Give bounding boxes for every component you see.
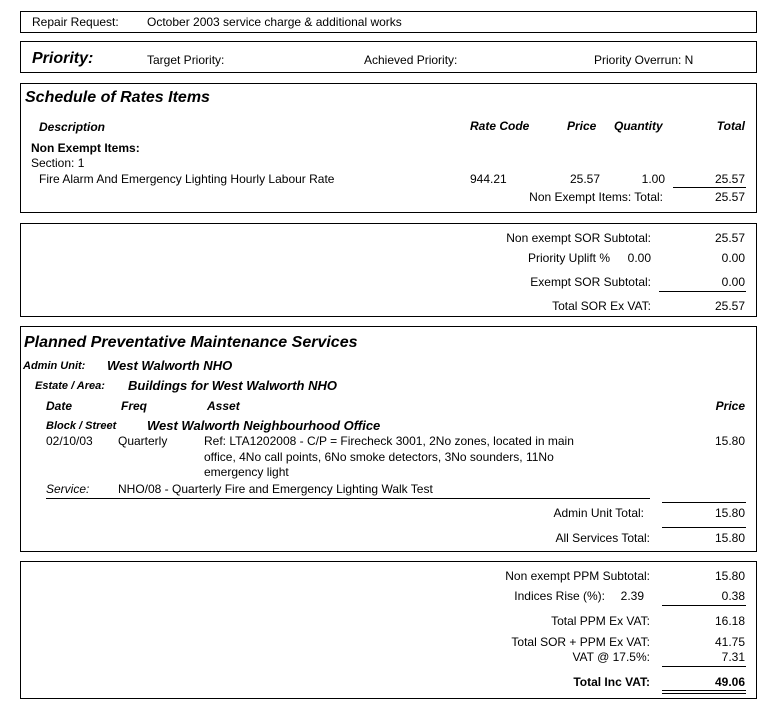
service-label: Service:: [46, 482, 90, 496]
admin-unit-value: West Walworth NHO: [107, 358, 233, 373]
sor-ppm-ex-vat-value: 41.75: [714, 635, 745, 649]
estate-value: Buildings for West Walworth NHO: [128, 378, 337, 393]
ppm-row-freq: Quarterly: [118, 434, 168, 448]
priority-uplift-label: Priority Uplift %: [527, 251, 610, 265]
total-inc-vat-label: Total Inc VAT:: [573, 675, 650, 689]
sor-item-description: Fire Alarm And Emergency Lighting Hourly Labour Rate: [39, 172, 335, 186]
indices-rise-pct: 2.39: [620, 589, 644, 603]
sor-title: Schedule of Rates Items: [25, 89, 210, 106]
block-street-value: West Walworth Neighbourhood Office: [147, 418, 381, 433]
sor-non-exempt-value: 25.57: [714, 231, 745, 245]
sor-item-price: 25.57: [569, 172, 600, 186]
indices-rule: [662, 605, 746, 606]
total-sor-value: 25.57: [714, 299, 745, 313]
all-services-total-value: 15.80: [714, 531, 745, 545]
sor-total-rule: [673, 187, 746, 188]
sor-item-total: 25.57: [714, 172, 745, 186]
total-sor-label: Total SOR Ex VAT:: [552, 299, 651, 313]
total-inc-vat-rule-1: [662, 690, 746, 691]
priority-overrun: Priority Overrun: N: [594, 53, 694, 67]
ppm-ex-vat-label: Total PPM Ex VAT:: [551, 614, 650, 628]
ppm-header-freq: Freq: [121, 399, 148, 413]
target-priority-label: Target Priority:: [147, 53, 225, 67]
service-value: NHO/08 - Quarterly Fire and Emergency Lighting Walk Test: [118, 482, 433, 496]
priority-uplift-pct: 0.00: [627, 251, 651, 265]
sor-summary-rule: [659, 291, 746, 292]
vat-label: VAT @ 17.5%:: [572, 650, 650, 664]
sor-ppm-ex-vat-label: Total SOR + PPM Ex VAT:: [511, 635, 650, 649]
estate-label: Estate / Area:: [35, 380, 105, 392]
ppm-header-date: Date: [46, 399, 73, 413]
repair-request-label: Repair Request:: [32, 15, 119, 29]
total-inc-vat-value: 49.06: [714, 675, 745, 689]
sor-header-description: Description: [39, 120, 106, 134]
admin-unit-label: Admin Unit:: [23, 360, 86, 372]
ppm-ex-vat-value: 16.18: [714, 614, 745, 628]
ppm-service-rule: [46, 498, 650, 499]
ppm-subtotal-value: 15.80: [714, 569, 745, 583]
sor-group-total-value: 25.57: [714, 190, 745, 204]
sor-header-rate-code: Rate Code: [470, 119, 530, 133]
sor-header-total: Total: [716, 119, 745, 133]
repair-request-value: October 2003 service charge & additional works: [147, 15, 402, 29]
sor-item-rate-code: 944.21: [470, 172, 507, 186]
ppm-title: Planned Preventative Maintenance Services: [24, 334, 358, 351]
achieved-priority-label: Achieved Priority:: [364, 53, 458, 67]
ppm-header-price: Price: [715, 399, 745, 413]
exempt-sor-label: Exempt SOR Subtotal:: [530, 275, 651, 289]
admin-unit-total-label: Admin Unit Total:: [553, 506, 644, 520]
sor-item-quantity: 1.00: [641, 172, 665, 186]
ppm-admin-total-rule: [662, 527, 746, 528]
all-services-total-label: All Services Total:: [555, 531, 650, 545]
sor-header-price: Price: [567, 119, 597, 133]
vat-rule: [662, 666, 746, 667]
ppm-header-asset: Asset: [207, 399, 240, 413]
block-street-label: Block / Street: [46, 420, 117, 432]
ppm-row-price: 15.80: [714, 434, 745, 448]
ppm-row-date: 02/10/03: [46, 434, 93, 448]
vat-value: 7.31: [721, 650, 745, 664]
indices-rise-value: 0.38: [721, 589, 745, 603]
total-inc-vat-rule-2: [662, 693, 746, 694]
ppm-price-rule: [662, 502, 746, 503]
ppm-subtotal-label: Non exempt PPM Subtotal:: [505, 569, 650, 583]
sor-section: Section: 1: [31, 156, 85, 170]
admin-unit-total-value: 15.80: [714, 506, 745, 520]
exempt-sor-value: 0.00: [721, 275, 745, 289]
sor-header-quantity: Quantity: [614, 119, 663, 133]
sor-group-title: Non Exempt Items:: [31, 141, 140, 155]
indices-rise-label: Indices Rise (%):: [514, 589, 605, 603]
sor-group-total-label: Non Exempt Items: Total:: [529, 190, 663, 204]
priority-title: Priority:: [32, 50, 94, 67]
sor-non-exempt-label: Non exempt SOR Subtotal:: [506, 231, 651, 245]
ppm-row-asset: Ref: LTA1202008 - C/P = Firecheck 3001, 2No zones, located in main office, 4No call points, 6No smoke detectors, 3No sounders, 11No emergency light: [204, 434, 574, 479]
priority-uplift-value: 0.00: [721, 251, 745, 265]
